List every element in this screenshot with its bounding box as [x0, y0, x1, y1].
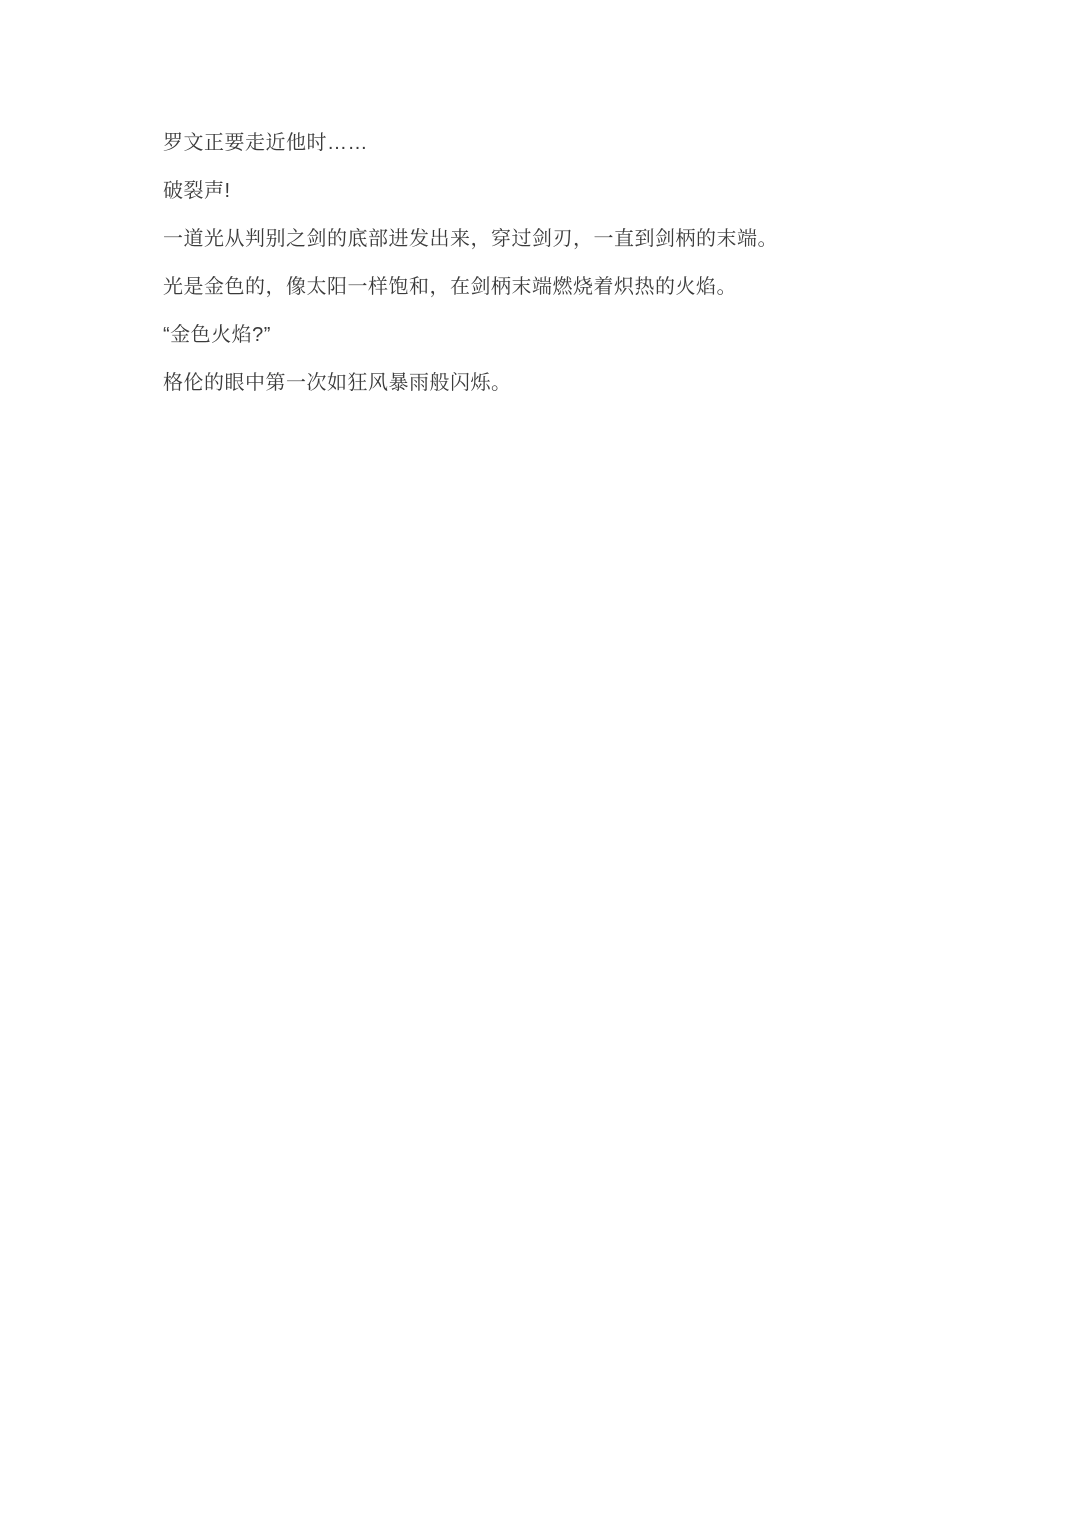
paragraph: 罗文正要走近他时…… — [163, 132, 368, 154]
paragraph: 一道光从判别之剑的底部进发出来，穿过剑刃，一直到剑柄的末端。 — [163, 228, 778, 250]
paragraph: “金色火焰?” — [163, 324, 271, 346]
paragraph: 破裂声! — [163, 180, 231, 202]
paragraph: 光是金色的，像太阳一样饱和，在剑柄末端燃烧着炽热的火焰。 — [163, 276, 737, 298]
paragraph: 格伦的眼中第一次如狂风暴雨般闪烁。 — [163, 372, 512, 394]
document-text-block — [163, 133, 934, 421]
